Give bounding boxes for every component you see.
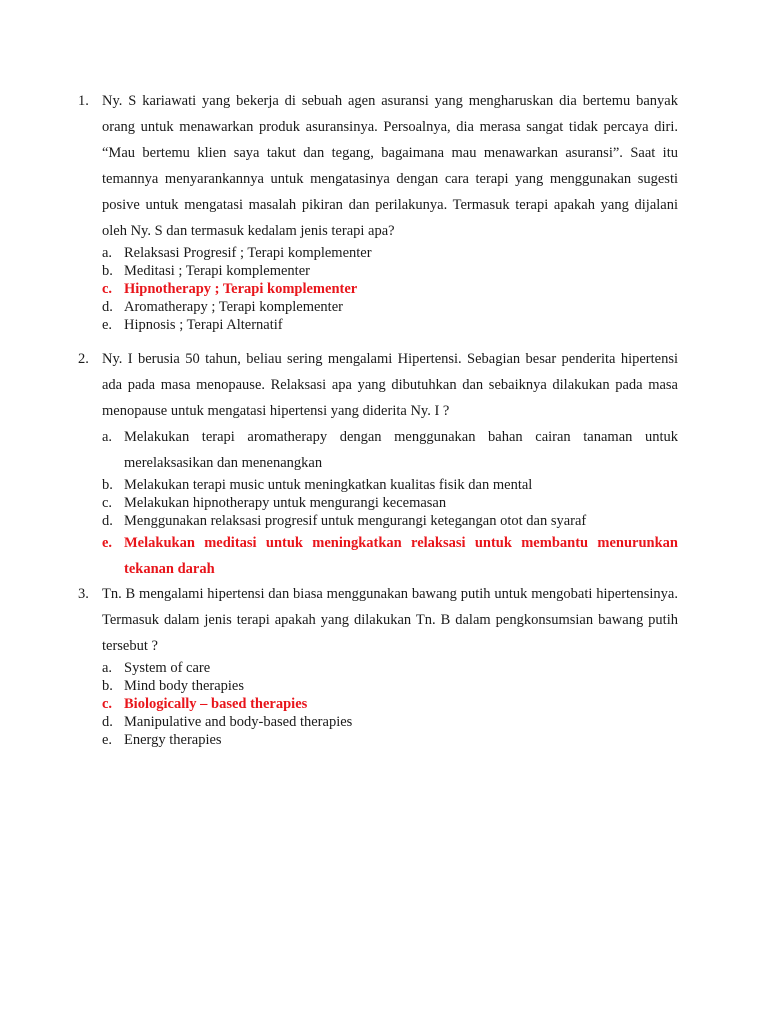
- option-list: [102, 659, 678, 749]
- option-text: Relaksasi Progresif ; Terapi komplementer: [124, 245, 372, 261]
- option-text: Hipnotherapy ; Terapi komplementer: [124, 281, 358, 297]
- option-b: [102, 677, 678, 695]
- option-a: [102, 424, 678, 476]
- option-letter: c.: [102, 495, 113, 511]
- option-text: Melakukan terapi music untuk meningkatkan kualitas fisik dan mental: [124, 477, 533, 493]
- option-text: Aromatherapy ; Terapi komplementer: [124, 299, 343, 315]
- option-text: Melakukan meditasi untuk meningkatkan relaksasi untuk membantu menurunkan tekanan darah: [124, 535, 678, 577]
- option-text: Menggunakan relaksasi progresif untuk mengurangi ketegangan otot dan syaraf: [124, 513, 587, 529]
- option-letter: b.: [102, 263, 113, 279]
- option-letter: a.: [102, 429, 113, 445]
- question-number: 1.: [78, 93, 89, 109]
- question-number: 2.: [78, 351, 89, 367]
- option-a: [102, 659, 678, 677]
- question-1: [76, 88, 678, 334]
- option-c-correct-answer: [102, 280, 678, 298]
- option-c: [102, 494, 678, 512]
- option-letter: d.: [102, 513, 113, 529]
- option-list: [102, 244, 678, 334]
- option-e-correct-answer: [102, 530, 678, 582]
- option-text: Energy therapies: [124, 732, 222, 748]
- option-text: Melakukan terapi aromatherapy dengan menggunakan bahan cairan tanaman untuk merelaksasikan dan menenangkan: [124, 429, 678, 471]
- option-text: Melakukan hipnotherapy untuk mengurangi kecemasan: [124, 495, 447, 511]
- question-text: Tn. B mengalami hipertensi dan biasa menggunakan bawang putih untuk mengobati hipertensinya. Termasuk dalam jenis terapi apakah yang dilakukan Tn. B dalam pengkonsumsian bawang putih tersebut ?: [102, 586, 678, 654]
- option-letter: d.: [102, 299, 113, 315]
- option-letter: e.: [102, 317, 113, 333]
- question-text: Ny. S kariawati yang bekerja di sebuah agen asuransi yang mengharuskan dia bertemu banyak orang untuk menawarkan produk asuransinya. Persoalnya, dia merasa sangat tidak percaya diri. “Mau bertemu klien saya takut dan tegang, bagaimana mau menawarkan asuransi”. Saat itu temannya menyarankannya untuk mengatasinya dengan cara terapi yang menggunakan sugesti posive untuk mengatasi masalah pikiran dan perilakunya. Termasuk terapi apakah yang dijalani oleh Ny. S dan termasuk kedalam jenis terapi apa?: [102, 93, 678, 239]
- option-e: [102, 731, 678, 749]
- option-letter: e.: [102, 732, 113, 748]
- option-d: [102, 298, 678, 316]
- option-list: [102, 424, 678, 582]
- question-2: [76, 346, 678, 582]
- option-letter: d.: [102, 714, 113, 730]
- option-text: Mind body therapies: [124, 678, 245, 694]
- option-text: Manipulative and body-based therapies: [124, 714, 353, 730]
- option-text: Biologically – based therapies: [124, 696, 308, 712]
- option-letter: e.: [102, 535, 113, 551]
- option-letter: b.: [102, 477, 113, 493]
- question-text: Ny. I berusia 50 tahun, beliau sering mengalami Hipertensi. Sebagian besar penderita hipertensi ada pada masa menopause. Relaksasi apa yang dibutuhkan dan sebaiknya dilakukan pada masa menopause untuk mengatasi hipertensi yang diderita Ny. I ?: [102, 351, 678, 419]
- question-number: 3.: [78, 586, 89, 602]
- option-letter: a.: [102, 245, 113, 261]
- option-b: [102, 262, 678, 280]
- option-letter: c.: [102, 696, 113, 712]
- option-letter: a.: [102, 660, 113, 676]
- option-text: Hipnosis ; Terapi Alternatif: [124, 317, 283, 333]
- option-text: System of care: [124, 660, 211, 676]
- option-b: [102, 476, 678, 494]
- option-c-correct-answer: [102, 695, 678, 713]
- option-d: [102, 512, 678, 530]
- option-letter: b.: [102, 678, 113, 694]
- option-e: [102, 316, 678, 334]
- option-letter: c.: [102, 281, 113, 297]
- option-a: [102, 244, 678, 262]
- question-3: [76, 581, 678, 749]
- option-d: [102, 713, 678, 731]
- option-text: Meditasi ; Terapi komplementer: [124, 263, 310, 279]
